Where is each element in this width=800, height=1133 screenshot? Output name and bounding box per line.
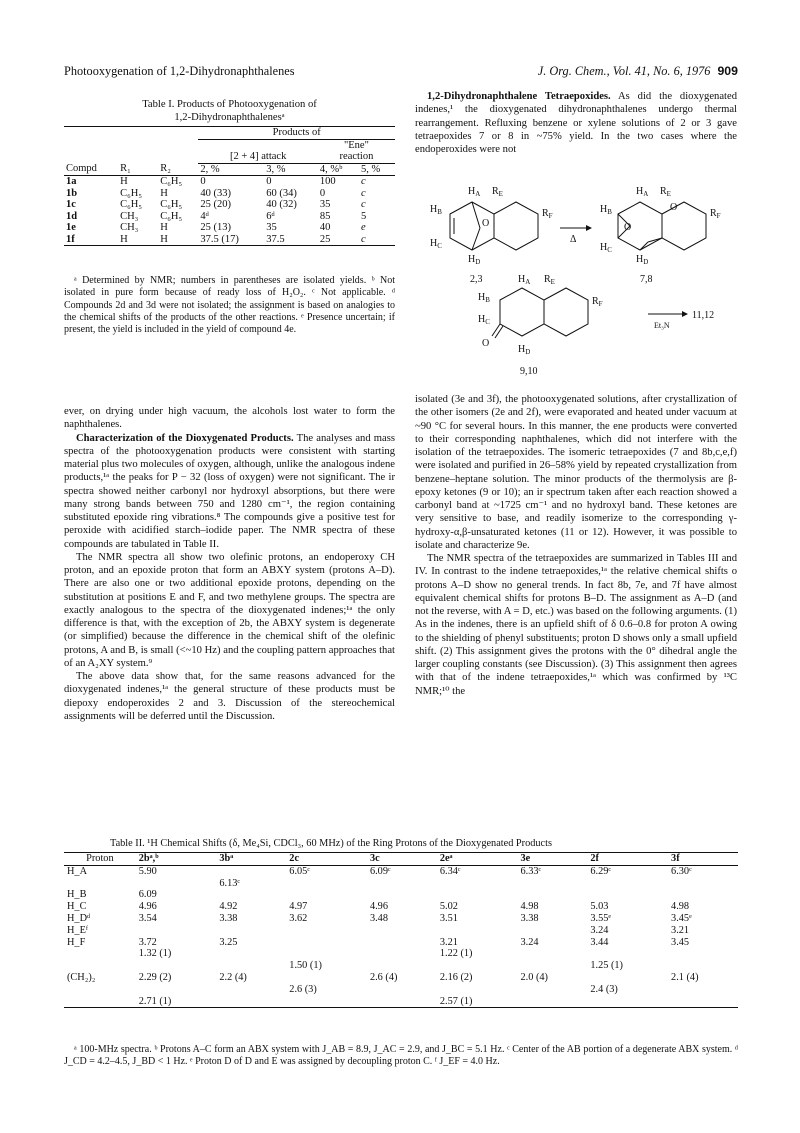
table2-shift-cell: 6.13ᶜ	[219, 877, 241, 889]
table2	[64, 852, 738, 1008]
table2-header-cell: 3c	[367, 853, 437, 866]
label-hc-2: $H_C$	[600, 242, 612, 254]
table2-shift-cell: 4.92	[219, 901, 238, 913]
label-rf-3: $R_F$	[592, 296, 603, 308]
page-header	[64, 64, 738, 80]
table2-shift-cell	[136, 925, 217, 937]
label-compound-7-8: 7,8	[640, 274, 653, 285]
table1-cell-p3: 37.5	[264, 234, 318, 246]
table2-shift-cell: 5.03	[590, 901, 609, 913]
table2-shift-cell	[587, 878, 668, 890]
table1-cell-p4: 0	[319, 187, 326, 199]
left-paragraph-2-text: The analyses and mass spectra of the photooxygenation products were consistent with starting material plus two molecules of oxygen, although, unlike the analogous indene products,¹ᵃ the peaks for P − 32 (loss of oxygen) were not significant. The ir spectra showed neither carbonyl nor hydroxyl absorptions, but there were many strong bands between 750 and 1280 cm⁻¹, the region containing substituted epoxide ring vibrations.⁸ The compounds give a positive test for peroxide with acidified starch–iodide paper. The NMR spectra of these compounds are tabulated in Table II.	[64, 432, 395, 550]
table2-shift-cell: 4.98	[520, 901, 539, 913]
table2-shift-cell	[518, 960, 588, 972]
table1-cell-p2: 40 (33)	[200, 187, 232, 199]
table2-shift-cell	[367, 889, 437, 901]
table1-cell-c: 1e	[66, 222, 76, 233]
table2-shift-cell	[216, 984, 286, 996]
table2-shift-cell: 3.62	[289, 912, 308, 924]
label-o-2: O	[624, 222, 632, 233]
table1-cell-c: 1b	[66, 187, 78, 199]
table2-shift-cell	[668, 996, 738, 1008]
label-hb-3: $H_B$	[478, 292, 490, 304]
table2-shift-cell	[518, 925, 588, 937]
label-hb-1: $H_B$	[430, 204, 442, 216]
left-paragraph-2	[64, 432, 395, 551]
table2-shift-cell	[216, 960, 286, 972]
table1-notes	[64, 275, 395, 336]
table1-cell-r2: C₆H₅	[160, 199, 183, 210]
table2-shift-cell: 3.54	[138, 912, 157, 924]
table2-proton-cell: H_Dᵈ	[67, 912, 91, 924]
table2-shift-cell: 2.2 (4)	[219, 971, 247, 983]
table1-cell-p2: 37.5 (17)	[198, 234, 264, 246]
table2-notes	[64, 1044, 738, 1068]
table1-cell-c: 1f	[64, 234, 118, 246]
table1-cell-p4: 100	[319, 176, 336, 187]
table1-cell-p5: e	[360, 222, 366, 233]
table2-shift-cell	[437, 925, 518, 937]
right-paragraph-3: The NMR spectra of the tetraepoxides are summarized in Tables III and IV. In contrast to the indene tetraepoxides,¹ᵃ the relative chemical shifts o protons A–D show no general trends. In fact 8b, 7e, and 7f have almost equivalent chemical shifts for protons B–D. The assignment as A–D (and not the reverse, with A = D, etc.) was based on the following arguments. (1) As in the indenes, there is an upfield shift of δ 0.6–0.8 for proton A owing to the shielding of phenyl substituents; proton D shows only a small upfield shift. (2) This assignment gives the protons with the 0° dihedral angle the larger coupling constants (see Discussion). (3) This assignment then agrees with that of the indene tetraepoxides,¹ᵃ which was confirmed by ¹³C NMR;¹⁰ the	[415, 553, 737, 697]
table2-shift-cell	[136, 984, 217, 996]
table2-proton-cell: H_F	[67, 936, 86, 948]
table2-shift-cell	[437, 889, 518, 901]
table2-shift-cell	[437, 960, 518, 972]
table1-caption-line1: Table I. Products of Photooxygenation of	[142, 99, 317, 110]
table2-shift-cell	[437, 984, 518, 996]
table2-shift-cell	[668, 960, 738, 972]
table2-row	[64, 913, 738, 925]
table2-shift-cell	[367, 948, 437, 960]
table1-caption	[64, 98, 395, 124]
label-hd-2: $H_D$	[636, 254, 649, 266]
table2-shift-cell	[286, 972, 367, 984]
table2-shift-cell: 2.4 (3)	[590, 983, 618, 995]
table2-shift-cell: 6.09ᶜ	[369, 865, 391, 877]
table2-shift-cell: 3.24	[520, 936, 539, 948]
table1-cell-c: 1c	[66, 199, 76, 210]
table2-shift-cell	[367, 925, 437, 937]
table2-proton-cell	[64, 996, 136, 1008]
label-o-ketone: O	[482, 338, 490, 349]
table1-cell-p3: 0	[266, 176, 272, 187]
table1-cell-r2: H	[160, 222, 168, 233]
table2-shift-cell	[367, 984, 437, 996]
table2-notes-text: ᵃ 100-MHz spectra. ᵇ Protons A–C form an ABX system with J_AB = 8.9, J_AC = 2.9, and J_BC = 5.1 Hz. ᶜ Center of the AB portion of a degenerate ABX system. ᵈ J_CD = 4.2–4.5, J_BD < 1 Hz. ᵉ Proton D of D and E was assigned by decoupling proton C. ᶠ J_EF = 4.0 Hz.	[64, 1044, 738, 1068]
label-re-1: $R_E$	[492, 186, 503, 198]
table1-cell-p5: 5	[360, 210, 367, 222]
table1-header-2: 2, %	[198, 163, 264, 176]
label-rf-1: $R_F$	[542, 208, 553, 220]
table2-shift-cell	[286, 948, 367, 960]
table2-shift-cell: 6.34ᶜ	[439, 865, 461, 877]
table2-shift-cell: 6.05ᶜ	[289, 865, 310, 877]
table2-shift-cell	[668, 878, 738, 890]
table2-shift-cell	[216, 996, 286, 1008]
table1-row	[64, 176, 395, 188]
table1-cell-r2: C₆H₅	[160, 176, 183, 187]
left-paragraph-3: The NMR spectra all show two olefinic protons, an endoperoxy CH proton, and an epoxide proton that form an ABXY system (protons A–D). There are also one or two additional epoxide protons, depending on the substitution at positions E and F, and two methylene groups. The spectra are exactly analogous to the spectra of the dioxygenated indenes;¹ᵃ the only difference is that, with the exception of 2b, the ABXY system is degenerate (or simplified) because the difference in the chemical shift of the olefinic protons, A and B, is small (<~10 Hz) and the coupling pattern approaches that of an A₂XY system.⁹	[64, 551, 395, 669]
table2-shift-cell: 2.57 (1)	[437, 996, 518, 1008]
table2-shift-cell: 2.0 (4)	[520, 971, 548, 983]
table1-cell-c: 1d	[66, 210, 78, 222]
table2-shift-cell: 5.02	[439, 901, 458, 913]
table2-shift-cell: 1.22 (1)	[439, 948, 473, 960]
label-delta: Δ	[570, 234, 577, 245]
table2-row	[64, 878, 738, 890]
table2-shift-cell	[367, 960, 437, 972]
table2-header-cell: 3bᵃ	[216, 853, 286, 866]
table1-row	[64, 211, 395, 223]
table2-proton-cell	[64, 960, 136, 972]
label-re-2: $R_E$	[660, 186, 671, 198]
table1-notes-text: ᵃ Determined by NMR; numbers in parentheses are isolated yields. ᵇ Not isolated in pure form because of ready loss of H₂O₂. ᶜ Not applicable. ᵈ Compounds 2d and 3d were not isolated; the assignment is based on analogies to the chemical shifts of the products of the other reactions. ᵉ Presence uncertain; if present, the yield is included in the yield of compound 4e.	[64, 275, 395, 336]
table1-header-4: 4, %ᵇ	[318, 163, 359, 176]
table2-proton-cell: H_A	[67, 865, 88, 877]
table2-shift-cell	[587, 972, 668, 984]
left-paragraph-1: ever, on drying under high vacuum, the alcohols lost water to form the naphthalenes.	[64, 406, 395, 431]
table2-proton-cell: H_B	[67, 889, 87, 901]
journal-name: J. Org. Chem., Vol. 41, No. 6, 1976	[537, 64, 711, 78]
table2-shift-cell	[216, 889, 286, 901]
table2-header-cell: 3e	[518, 853, 588, 866]
arrowhead-base	[682, 311, 688, 317]
table2-shift-cell	[367, 937, 437, 949]
table2-shift-cell: 4.97	[289, 901, 308, 913]
table1-cell-p5: c	[360, 187, 366, 199]
table2-shift-cell: 2.16 (2)	[439, 971, 473, 983]
right-paragraph-1-text: As did the dioxygenated indenes,¹ the dioxygenated dihydronaphthalenes undergo thermal rearrangement. Refluxing benzene or xylene solutions of 2 or 3 gave tetraepoxides 7 or 8 in ~75% yield. In the two cases where the endoperoxides were not	[415, 91, 737, 155]
right-column-bottom	[415, 393, 737, 698]
journal-citation	[538, 64, 738, 79]
table2-proton-cell: H_Eᶠ	[67, 924, 89, 936]
table1-header-5: 5, %	[359, 163, 395, 176]
table2-shift-cell	[216, 925, 286, 937]
table1-cell-p4: 25	[318, 234, 359, 246]
table1-header-compd: Compd	[64, 163, 118, 176]
table2-shift-cell	[216, 865, 286, 877]
table2-shift-cell: 4.96	[369, 901, 388, 913]
label-o-3: O	[670, 202, 678, 213]
table1-cell-r1: H	[118, 234, 158, 246]
table1-cell-r1: H	[120, 176, 128, 187]
table2-shift-cell: 3.45ᵉ	[671, 912, 692, 924]
table2-header-cell: 3f	[668, 853, 738, 866]
table2-shift-cell	[286, 925, 367, 937]
table2-shift-cell: 3.38	[520, 912, 539, 924]
label-hb-2: $H_B$	[600, 204, 612, 216]
table1-cell-r2: C₆H₅	[160, 210, 183, 222]
label-compound-9-10: 9,10	[520, 366, 538, 377]
table1-cell-p3: 40 (32)	[266, 199, 297, 210]
label-o-1: O	[482, 218, 490, 229]
left-paragraph-4: The above data show that, for the same reasons advanced for the dioxygenated indenes,¹ᵃ the general structure of these products must be diepoxy endoperoxides 2 and 3. Discussion of the stereochemical assignments will be deferred until the Discussion.	[64, 671, 395, 722]
table2-shift-cell: 2.29 (2)	[138, 971, 172, 983]
arrowhead-heat	[586, 225, 592, 231]
right-column-top	[415, 90, 737, 156]
table2-row	[64, 948, 738, 960]
table2-shift-cell	[587, 996, 668, 1008]
table2-row	[64, 937, 738, 949]
table2-shift-cell: 3.38	[219, 912, 238, 924]
table2-row	[64, 925, 738, 937]
table2-row	[64, 865, 738, 877]
table1-cell-r2: H	[158, 234, 198, 246]
table2-shift-cell: 3.48	[369, 912, 388, 924]
table2-shift-cell: 6.33ᶜ	[520, 865, 542, 877]
table2-proton-cell	[64, 984, 136, 996]
table2-proton-cell	[64, 878, 136, 890]
label-compound-11-12: 11,12	[692, 310, 715, 321]
running-title: Photooxygenation of 1,2-Dihydronaphthalenes	[64, 64, 295, 78]
table1-cell-p4: 40	[319, 222, 331, 233]
section-heading-characterization: Characterization of the Dioxygenated Products.	[76, 432, 294, 444]
table2-row	[64, 984, 738, 996]
table1-cell-p2: 4ᵈ	[200, 210, 209, 222]
table2-shift-cell: 2.71 (1)	[136, 996, 217, 1008]
table1-attack: [2 + 4] attack	[198, 151, 317, 163]
table2-shift-cell: 2.6 (4)	[369, 971, 398, 983]
section-heading-tetraepoxides: 1,2-Dihydronaphthalene Tetraepoxides.	[427, 91, 611, 102]
table2-shift-cell	[286, 878, 367, 890]
table1-cell-p2: 0	[200, 176, 206, 187]
structure-epoxy-ketone	[492, 288, 588, 338]
table2-shift-cell	[668, 889, 738, 901]
label-ha-3: $H_A$	[518, 274, 531, 286]
table2-shift-cell: 3.21	[439, 936, 458, 948]
table2-shift-cell	[286, 996, 367, 1008]
table2-shift-cell	[518, 878, 588, 890]
table1-header-3: 3, %	[264, 163, 318, 176]
table2-shift-cell: 2.1 (4)	[671, 971, 699, 983]
table2-shift-cell: 3.55ᵉ	[590, 912, 612, 924]
table2-shift-cell	[367, 996, 437, 1008]
table2-shift-cell	[518, 889, 588, 901]
table2-shift-cell: 3.21	[671, 924, 690, 936]
table2-shift-cell: 2.6 (3)	[289, 983, 317, 995]
table1-cell-p3: 60 (34)	[266, 187, 297, 199]
table2-shift-cell	[668, 948, 738, 960]
table2-shift-cell: 1.25 (1)	[590, 960, 623, 972]
label-ha-1: $H_A$	[468, 186, 481, 198]
table2-proton-cell: H_C	[67, 901, 87, 913]
table2-shift-cell	[367, 878, 437, 890]
table1-row	[64, 222, 395, 234]
table2-shift-cell: 6.09	[138, 889, 157, 901]
table2-shift-cell: 3.72	[138, 936, 157, 948]
table2-shift-cell	[587, 889, 668, 901]
table2-header-cell: Proton	[64, 853, 136, 866]
label-et3n: Et₃N	[654, 321, 670, 330]
table2-shift-cell: 1.32 (1)	[138, 948, 172, 960]
table1-caption-line2: 1,2-Dihydronaphthalenesᵃ	[174, 112, 285, 123]
table2-row	[64, 996, 738, 1008]
table2-shift-cell	[518, 996, 588, 1008]
table2-shift-cell	[136, 960, 217, 972]
table1-cell-p5: c	[360, 199, 366, 210]
table2-header-cell: 2c	[286, 853, 367, 866]
table2-row	[64, 901, 738, 913]
label-ha-2: $H_A$	[636, 186, 649, 198]
table2-proton-cell	[64, 948, 136, 960]
scheme-arrows	[560, 225, 688, 317]
table2-header-cell: 2eᵃ	[437, 853, 518, 866]
table2-shift-cell: 6.29ᶜ	[590, 865, 612, 877]
label-compound-2-3: 2,3	[470, 274, 483, 285]
table1-row	[64, 234, 395, 246]
table2-shift-cell: 6.30ᶜ	[671, 865, 692, 877]
label-rf-2: $R_F$	[710, 208, 721, 220]
table2-shift-cell: 3.44	[590, 936, 609, 948]
table2-header-row	[64, 853, 738, 866]
table1-row	[64, 199, 395, 211]
table1-cell-r1: CH₃	[120, 210, 139, 222]
structure-endoperoxide	[450, 202, 538, 250]
table1-cell-r2: H	[160, 187, 168, 199]
table1-row	[64, 188, 395, 200]
table2-shift-cell: 3.25	[219, 936, 238, 948]
table1-cell-r1: C₆H₅	[120, 199, 143, 210]
reaction-scheme	[420, 180, 740, 390]
table1-cell-p2: 25 (13)	[200, 222, 232, 233]
table2-header-cell: 2bᵃ,ᵇ	[136, 853, 217, 866]
table1-ene-line2: reaction	[318, 151, 395, 163]
table2-shift-cell	[518, 984, 588, 996]
table1-ene-line1: "Ene"	[343, 139, 369, 151]
table1-cell-r1: CH₃	[120, 222, 139, 233]
table1-cell-p4: 35	[319, 199, 331, 210]
page-number: 909	[717, 64, 738, 78]
table2-shift-cell	[587, 948, 668, 960]
table2-shift-cell	[286, 889, 367, 901]
table1-header-r2: R₂	[158, 163, 198, 176]
table1	[64, 126, 395, 246]
table2-shift-cell	[136, 878, 217, 890]
table1-products-of: Products of	[198, 127, 395, 140]
table2-shift-cell: 3.24	[590, 924, 609, 936]
table2-shift-cell	[216, 948, 286, 960]
table2-shift-cell	[286, 937, 367, 949]
label-hc-3: $H_C$	[478, 314, 490, 326]
table2-shift-cell	[668, 984, 738, 996]
table2-caption: Table II. ¹H Chemical Shifts (δ, Me₄Si, CDCl₃, 60 MHz) of the Ring Protons of the Dioxygenated Products	[110, 838, 552, 849]
table2-proton-cell: (CH₂)₂	[67, 971, 96, 983]
table2-shift-cell: 4.96	[138, 901, 157, 913]
label-hc-1: $H_C$	[430, 238, 442, 250]
table2-shift-cell: 3.45	[671, 936, 690, 948]
table2-shift-cell: 4.98	[671, 901, 690, 913]
right-paragraph-1	[415, 90, 737, 156]
table2-shift-cell: 5.90	[138, 865, 157, 877]
table1-cell-p4: 85	[319, 210, 331, 222]
table1-header-r1: R₁	[118, 163, 158, 176]
table1-cell-c: 1a	[66, 176, 77, 187]
right-paragraph-2: isolated (3e and 3f), the photooxygenated solutions, after crystallization of the other isomers (2e and 2f), were evaporated and heated under vacuum at ~90 °C for several hours. In this manner, the ene products were converted to their corresponding naphthalenes, which did not interfere with the isolation of the tetraepoxides. The isomeric tetraepoxides (7 and 8b,c,e,f) were isolated and purified in 26–58% yield by repeated crystallization from benzene–heptane solution. The minor products of the thermolysis are β-epoxy ketones (9 or 10); an ir spectrum taken after each reaction showed a carbonyl band at ~1725 cm⁻¹ and no hydroxyl band. These ketones are very sensitive to base, and readily isomerize to the corresponding γ-hydroxy-α,β-unsaturated ketones (11 or 12). However, it was possible to isolate and characterize 9e.	[415, 394, 737, 551]
label-hd-3: $H_D$	[518, 344, 531, 356]
label-hd-1: $H_D$	[468, 254, 481, 266]
table2-header-cell: 2f	[587, 853, 668, 866]
table2-shift-cell: 1.50 (1)	[289, 960, 322, 972]
table2-shift-cell: 3.51	[439, 912, 458, 924]
table1-cell-p2: 25 (20)	[200, 199, 232, 210]
table1-cell-p5: c	[360, 176, 366, 187]
table2-shift-cell	[518, 948, 588, 960]
table1-cell-r1: C₆H₅	[120, 187, 143, 199]
table2-row	[64, 960, 738, 972]
left-column	[64, 405, 395, 723]
table1-cell-p3: 35	[266, 222, 277, 233]
table1-cell-p5: c	[359, 234, 395, 246]
table2-shift-cell	[437, 878, 518, 890]
label-re-3: $R_E$	[544, 274, 555, 286]
table1-cell-p3: 6ᵈ	[266, 210, 275, 222]
table2-row	[64, 972, 738, 984]
table2-row	[64, 889, 738, 901]
